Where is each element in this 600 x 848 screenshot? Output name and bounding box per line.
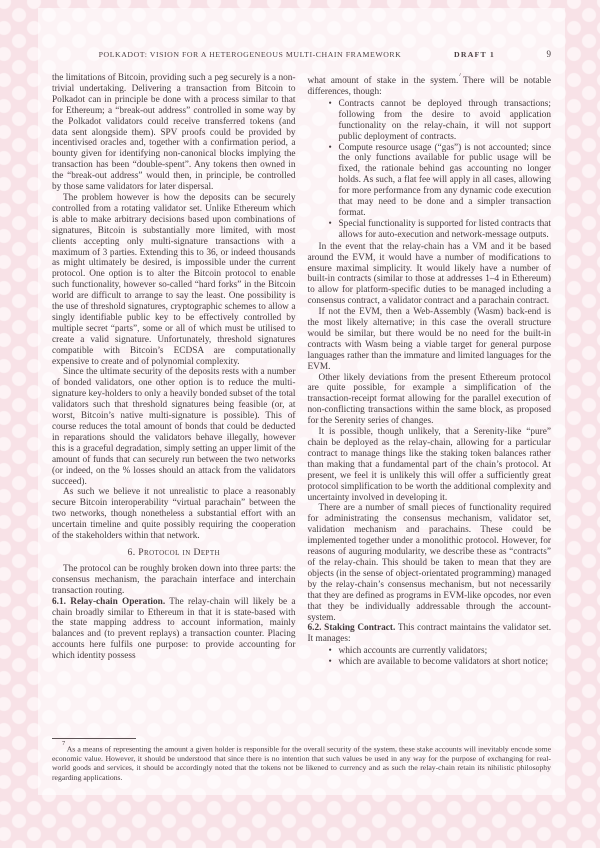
list-item: • Special functionality is supported for listed contracts that allows for auto-execution and network-message outputs.: [339, 219, 552, 241]
continuation-text: There will be notable differences, though:: [307, 76, 551, 97]
page-number: 9: [546, 49, 551, 59]
staking-bullet-list: [308, 646, 552, 668]
list-item: • Contracts cannot be deployed through transactions; following from the desire to avoid application functionality on the relay-chain, it will not support public deployment of contracts.: [339, 99, 552, 143]
paper-page: [38, 8, 565, 795]
list-item: • which accounts are currently validators;: [339, 646, 552, 657]
body-paragraph: Since the ultimate security of the deposits rests with a number of bonded validators, one other option is to reduce the multi-signature key-holders to only a heavily bonded subset of the total validators such that threshold signatures being feasible (or, at worst, Bitcoin’s native multi-signature is possible). This of course reduces the total amount of bonds that could be deducted in reparations should the validators behave illegally, however this is a graceful degradation, simply setting an upper limit of the amount of funds that can securely run between the two networks (or indeed, on the % losses should an attack from the validators succeed).: [52, 367, 296, 487]
body-paragraph: There are a number of small pieces of functionality required for administrating the consensus mechanism, validator set, validation mechanism and parachains. These could be implemented together under a monolithic protocol. However, for reasons of auguring modularity, we describe these as “contracts” of the relay-chain. This should be taken to mean that they are objects (in the sense of object-orientated programming) managed by the relay-chain’s consensus mechanism, but not necessarily that they are defined as programs in EVM-like opcodes, nor even that they be individually addressable through the account-system.: [307, 503, 551, 623]
body-paragraph: Other likely deviations from the present Ethereum protocol are quite possible, for example a simplification of the transaction-receipt format allowing for the parallel execution of non-conflicting transactions within the same block, as proposed for the Serenity series of changes.: [307, 372, 551, 427]
footnote-body: As a means of representing the amount a given holder is responsible for the overall security of the system, these stake accounts will inevitably encode some economic value. However, it should be understood that since there is no intention that such values be used in any way for the purpose of exchanging for real-world goods and services, it should be accordingly noted that the tokens not be likened to currency and as such the relay-chain retain its nihilistic philosophy regarding applications.: [52, 744, 551, 782]
section-heading-protocol-in-depth: 6. Protocol in Depth: [127, 546, 220, 558]
right-column: [308, 73, 552, 738]
subsection-staking-contract: [308, 623, 552, 645]
subsection-text: The relay-chain will likely be a chain broadly similar to Ethereum in that it is state-based with the state mapping address to account information, mainly balances and (to prevent replays) a transaction counter. Placing accounts here fulfils one purpose: to provide accounting for which identity possess: [52, 596, 296, 662]
body-paragraph: The problem however is how the deposits can be securely controlled from a rotating validator set. Unlike Ethereum which is able to make arbitrary decisions based upon combinations of signatures, Bitcoin is substantially more limited, with most clients accepting only multi-signature transactions with a maximum of 3 parties. Extending this to 36, or indeed thousands as might ultimately be desired, is impossible under the current protocol. One option is to alter the Bitcoin protocol to enable such functionality, however so-called “hard forks” in the Bitcoin world are difficult to arrange to say the least. One possibility is the use of threshold signatures, cryptographic schemes to allow a singly identifiable public key to be effectively controlled by multiple secret “parts”, some or all of which must be utilised to create a valid signature. Unfortunately, threshold signatures compatible with Bitcoin’s ECDSA are computationally expensive to create and of polynomial complexity.: [52, 192, 296, 367]
footnote-marker: 7: [62, 740, 66, 748]
body-paragraph: It is possible, though unlikely, that a Serenity-like “pure” chain be deployed as the relay-chain, allowing for a particular contract to manage things like the staking token balances rather than making that a fundamental part of the chain’s protocol. At present, we feel it is unlikely this will offer a sufficiently great protocol simplification to be worth the additional complexity and uncertainty involved in developing it.: [307, 427, 551, 503]
footnote-block: [52, 738, 551, 795]
list-item: • which are available to become validators at short notice;: [339, 657, 552, 668]
body-paragraph: [308, 73, 552, 98]
subsection-text: This contract maintains the validator set. It manages:: [307, 623, 551, 645]
two-column-body: [52, 73, 551, 738]
list-item: • Compute resource usage (“gas”) is not accounted; since the only functions available for public usage will be fixed, the rationale behind gas accounting no longer holds. As such, a flat fee will apply in all cases, allowing for more performance from any dynamic code execution that may need to be done and a simpler transaction format.: [339, 143, 552, 219]
body-paragraph: As such we believe it not unrealistic to place a reasonably secure Bitcoin interoperability “virtual parachain” between the two networks, though nonetheless a substantial effort with an uncertain timeline and quite possibly requiring the cooperation of the stakeholders within that network.: [52, 487, 296, 542]
differences-bullet-list: [308, 99, 552, 241]
draft-label: DRAFT 1: [454, 50, 495, 59]
body-paragraph: In the event that the relay-chain has a VM and it be based around the EVM, it would have a number of modifications to ensure maximal simplicity. It would likely have a number of built-in contracts (similar to those at addresses 1–4 in Ethereum) to allow for platform-specific duties to be managed including a consensus contract, a validator contract and a parachain contract.: [307, 241, 551, 307]
body-paragraph: The protocol can be roughly broken down into three parts: the consensus mechanism, the parachain interface and interchain transaction routing.: [52, 563, 296, 596]
subsection-heading: 6.2. Staking Contract.: [307, 623, 396, 634]
running-header: [52, 49, 551, 59]
footnote-separator-rule: [52, 738, 136, 739]
footnote-text: [52, 742, 551, 782]
continuation-text: what amount of stake in the system.: [307, 76, 459, 87]
subsection-heading: 6.1. Relay-chain Operation.: [52, 596, 166, 607]
body-paragraph: If not the EVM, then a Web-Assembly (Wasm) back-end is the most likely alternative; in this case the overall structure would be similar, but there would be no need for the built-in contracts with Wasm being a viable target for general purpose languages rather than the immature and limited languages for the EVM.: [307, 307, 551, 372]
left-column: [52, 73, 296, 738]
footnote-reference-marker: 7: [458, 73, 462, 79]
body-paragraph: the limitations of Bitcoin, providing such a peg securely is a non-trivial undertaking. Delivering a transaction from Bitcoin to Polkadot can in principle be done with a process similar to that for Ethereum; a “break-out address” controlled in some way by the Polkadot validators could receive transferred tokens (and data sent alongside them). SPV proofs could be provided by incentivised oracles and, together with a confirmation period, a bounty given for identifying non-canonical blocks implying the transaction has been “double-spent”. Any tokens then owned in the “break-out address” would then, in principle, be controlled by those same validators for later dispersal.: [52, 73, 296, 193]
running-header-title: POLKADOT: VISION FOR A HETEROGENEOUS MULTI-CHAIN FRAMEWORK: [98, 50, 402, 59]
subsection-relay-chain-operation: [52, 597, 296, 662]
